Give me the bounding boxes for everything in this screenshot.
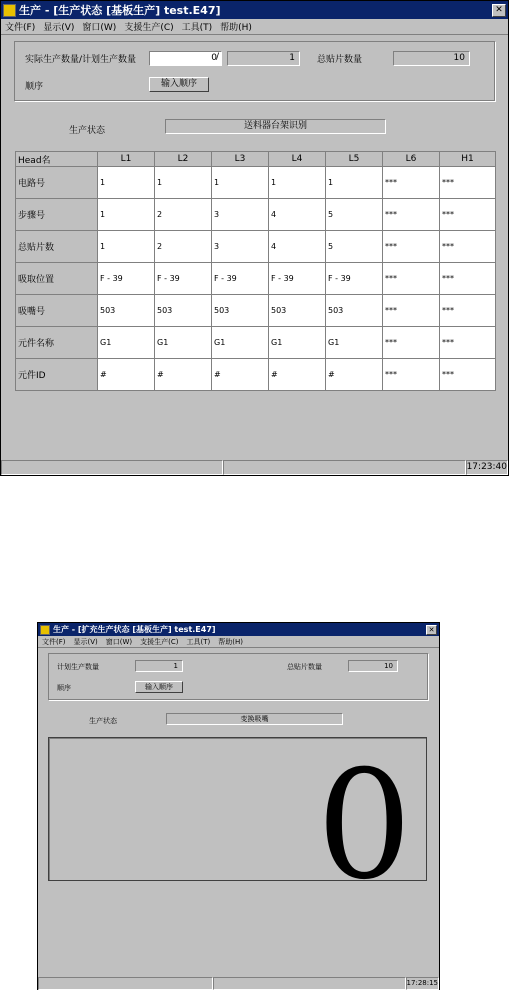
row-label: 元件名称 — [16, 327, 98, 359]
production-status-field: 送料器台架识别 — [165, 119, 386, 134]
table-cell: 1 — [212, 167, 269, 199]
column-header: L2 — [155, 152, 212, 167]
table-cell: F - 39 — [212, 263, 269, 295]
input-order-button[interactable]: 输入顺序 — [149, 77, 209, 92]
table-cell: G1 — [326, 327, 383, 359]
production-count-display — [48, 737, 427, 913]
close-button[interactable]: ✕ — [492, 4, 506, 17]
table-cell: G1 — [98, 327, 155, 359]
table-cell: *** — [383, 167, 440, 199]
app-icon — [3, 4, 16, 17]
menu-tools-2[interactable]: 工具(T) — [186, 637, 211, 646]
table-cell: 3 — [212, 231, 269, 263]
table-cell: # — [269, 359, 326, 391]
menu-support-production[interactable]: 支援生产(C) — [124, 23, 174, 33]
separator-slash: / — [216, 52, 220, 62]
table-row — [16, 167, 496, 199]
total-placement-label: 总贴片数量 — [317, 55, 363, 65]
title-bar[interactable] — [1, 1, 508, 19]
column-header: L1 — [98, 152, 155, 167]
plan-count-field: 1 — [227, 51, 300, 66]
table-row — [16, 359, 496, 391]
table-row — [16, 295, 496, 327]
row-label: 电路号 — [16, 167, 98, 199]
head-status-table — [15, 151, 496, 391]
table-cell: 503 — [212, 295, 269, 327]
menu-view-2[interactable]: 显示(V) — [73, 637, 98, 646]
menu-bar-2 — [38, 636, 439, 648]
window-title: 生产 - [生产状态 [基板生产] test.E47] — [19, 4, 221, 17]
status-time: 17:23:40 — [466, 460, 508, 475]
menu-view[interactable]: 显示(V) — [43, 23, 75, 33]
table-cell: F - 39 — [269, 263, 326, 295]
table-cell: *** — [383, 231, 440, 263]
table-cell: 503 — [326, 295, 383, 327]
table-row — [16, 199, 496, 231]
table-row — [16, 327, 496, 359]
table-cell: 1 — [155, 167, 212, 199]
menu-file-2[interactable]: 文件(F) — [42, 637, 66, 646]
menu-help-2[interactable]: 帮助(H) — [218, 637, 243, 646]
production-status-label: 生产状态 — [69, 126, 106, 136]
row-label: 吸嘴号 — [16, 295, 98, 327]
table-cell: 2 — [155, 231, 212, 263]
production-status-field-2: 变换吸嘴 — [166, 713, 343, 725]
production-count-group — [14, 41, 495, 101]
table-cell: # — [326, 359, 383, 391]
table-cell: # — [212, 359, 269, 391]
table-cell: *** — [383, 295, 440, 327]
menu-window-2[interactable]: 窗口(W) — [105, 637, 133, 646]
table-cell: F - 39 — [98, 263, 155, 295]
table-cell: F - 39 — [155, 263, 212, 295]
table-cell: *** — [440, 327, 496, 359]
app-icon-2 — [40, 625, 50, 635]
table-row — [16, 263, 496, 295]
table-cell: 4 — [269, 199, 326, 231]
table-cell: *** — [383, 263, 440, 295]
status-bar-2 — [38, 977, 439, 990]
table-cell: 5 — [326, 199, 383, 231]
big-count: 0 — [316, 739, 412, 913]
menu-support-production-2[interactable]: 支援生产(C) — [140, 637, 179, 646]
table-cell: 5 — [326, 231, 383, 263]
table-cell: # — [155, 359, 212, 391]
extended-production-window — [37, 622, 440, 990]
table-cell: 503 — [155, 295, 212, 327]
table-row — [16, 231, 496, 263]
table-cell: 503 — [269, 295, 326, 327]
table-cell: 1 — [326, 167, 383, 199]
table-cell: G1 — [155, 327, 212, 359]
table-cell: *** — [383, 199, 440, 231]
order-label: 顺序 — [25, 82, 44, 92]
menu-help[interactable]: 帮助(H) — [220, 23, 252, 33]
table-cell: G1 — [269, 327, 326, 359]
production-count-group-2 — [48, 653, 428, 700]
table-cell: *** — [440, 263, 496, 295]
status-pane-main-2 — [38, 977, 213, 990]
column-header: L4 — [269, 152, 326, 167]
table-cell: 1 — [98, 199, 155, 231]
plan-count-label-2: 计划生产数量 — [57, 663, 99, 671]
status-pane-secondary-2 — [213, 977, 405, 990]
row-label: 步骤号 — [16, 199, 98, 231]
production-window — [0, 0, 509, 476]
table-header-row — [16, 152, 496, 167]
status-bar — [1, 460, 508, 475]
row-label: 元件ID — [16, 359, 98, 391]
actual-plan-label: 实际生产数量/计划生产数量 — [25, 55, 137, 65]
status-pane-secondary — [223, 460, 465, 475]
row-label: 吸取位置 — [16, 263, 98, 295]
status-pane-main — [1, 460, 223, 475]
table-cell: *** — [440, 359, 496, 391]
table-cell: 1 — [98, 231, 155, 263]
close-button-2[interactable]: ✕ — [426, 625, 437, 635]
table-cell: # — [98, 359, 155, 391]
menu-window[interactable]: 窗口(W) — [82, 23, 117, 33]
table-cell: *** — [440, 231, 496, 263]
table-cell: 4 — [269, 231, 326, 263]
table-cell: *** — [440, 295, 496, 327]
menu-bar — [1, 19, 508, 35]
table-cell: 503 — [98, 295, 155, 327]
column-header-head-name: Head名 — [16, 152, 98, 167]
table-cell: *** — [383, 327, 440, 359]
table-cell: *** — [440, 199, 496, 231]
production-status-label-2: 生产状态 — [89, 717, 117, 725]
order-label-2: 顺序 — [57, 684, 71, 692]
status-time-2: 17:28:15 — [406, 977, 439, 990]
column-header: L6 — [383, 152, 440, 167]
plan-count-field-2: 1 — [135, 660, 183, 672]
row-label: 总贴片数 — [16, 231, 98, 263]
table-cell: 2 — [155, 199, 212, 231]
table-cell: *** — [383, 359, 440, 391]
table-cell: 3 — [212, 199, 269, 231]
table-cell: G1 — [212, 327, 269, 359]
total-placement-label-2: 总贴片数量 — [287, 663, 322, 671]
total-placement-field-2: 10 — [348, 660, 398, 672]
actual-count-field: 0 — [149, 51, 222, 66]
table-cell: *** — [440, 167, 496, 199]
title-bar-2[interactable] — [38, 623, 439, 636]
menu-file[interactable]: 文件(F) — [5, 23, 36, 33]
table-cell: 1 — [269, 167, 326, 199]
column-header: L5 — [326, 152, 383, 167]
table-cell: F - 39 — [326, 263, 383, 295]
column-header: L3 — [212, 152, 269, 167]
menu-tools[interactable]: 工具(T) — [181, 23, 213, 33]
input-order-button-2[interactable]: 输入顺序 — [135, 681, 183, 693]
table-cell: 1 — [98, 167, 155, 199]
window-title-2: 生产 - [扩充生产状态 [基板生产] test.E47] — [53, 625, 216, 634]
column-header: H1 — [440, 152, 496, 167]
total-placement-field: 10 — [393, 51, 470, 66]
